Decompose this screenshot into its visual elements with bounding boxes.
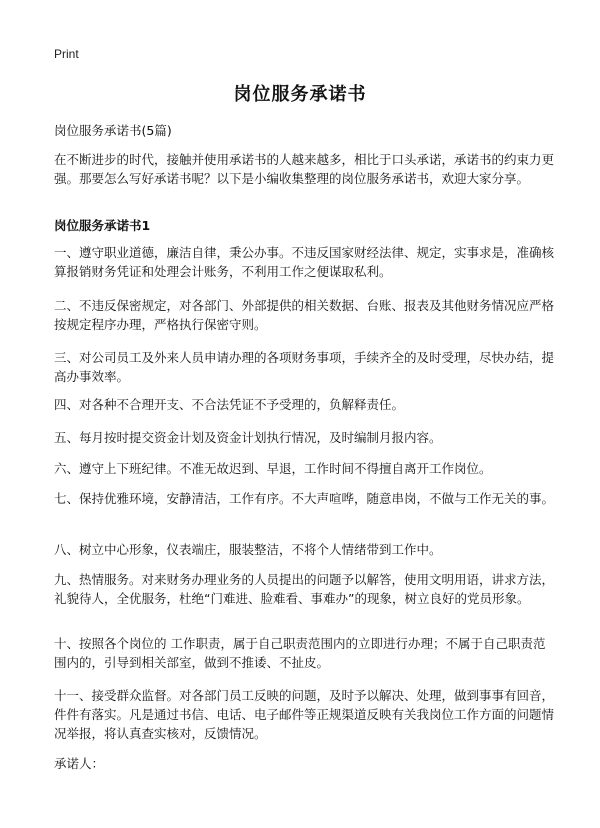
commitment-item: 一、遵守职业道德，廉洁自律，秉公办事。不违反国家财经法律、规定，实事求是，准确核算报销财务凭证和处理会计账务，不利用工作之便谋取私利。 — [54, 245, 555, 279]
commitment-item: 八、树立中心形象，仪表端庄，服装整洁，不将个人情绪带到工作中。 — [54, 542, 442, 557]
commitment-item: 九、热情服务。对来财务办理业务的人员提出的问题予以解答，使用文明用语，讲求方法，礼貌待人，全优服务，杜绝“门难进、脸难看、事难办”的现象，树立良好的党员形象。 — [54, 572, 555, 606]
commitment-item: 四、对各种不合理开支、不合法凭证不予受理的，负解释责任。 — [54, 397, 405, 412]
commitment-item: 六、遵守上下班纪律。不准无故迟到、早退，工作时间不得擅自离开工作岗位。 — [54, 461, 492, 476]
section-heading: 岗位服务承诺书1 — [54, 218, 151, 233]
document-title: 岗位服务承诺书 — [233, 84, 367, 105]
intro-paragraph: 在不断进步的时代，接触并使用承诺书的人越来越多，相比于口头承诺，承诺书的约束力更强。那要怎么写好承诺书呢？以下是小编收集整理的岗位服务承诺书，欢迎大家分享。 — [54, 152, 555, 186]
document-subtitle: 岗位服务承诺书(5篇) — [54, 123, 172, 138]
commitment-item: 七、保持优雅环境，安静清洁，工作有序。不大声喧哗，随意串岗，不做与工作无关的事。 — [54, 491, 555, 506]
commitment-item: 十、按照各个岗位的 工作职责，属于自己职责范围内的立即进行办理；不属于自己职责范围内的，引导到相关部室，做到不推诿、不扯皮。 — [54, 636, 546, 670]
commitment-item: 二、不违反保密规定，对各部门、外部提供的相关数据、台账、报表及其他财务情况应严格按规定程序办理，严格执行保密守则。 — [54, 298, 555, 332]
commitment-item: 三、对公司员工及外来人员申请办理的各项财务事项，手续齐全的及时受理，尽快办结，提高办事效率。 — [54, 350, 555, 384]
commitment-item: 五、每月按时提交资金计划及资金计划执行情况，及时编制月报内容。 — [54, 430, 442, 445]
commitment-item: 十一、接受群众监督。对各部门员工反映的问题，及时予以解决、处理，做到事事有回音，件件有落实。凡是通过书信、电话、电子邮件等正规渠道反映有关我岗位工作方面的问题情况举报，将认真查实核对，反馈情况。 — [54, 688, 555, 741]
signer-label: 承诺人： — [54, 756, 105, 771]
print-label: Print — [54, 47, 79, 61]
